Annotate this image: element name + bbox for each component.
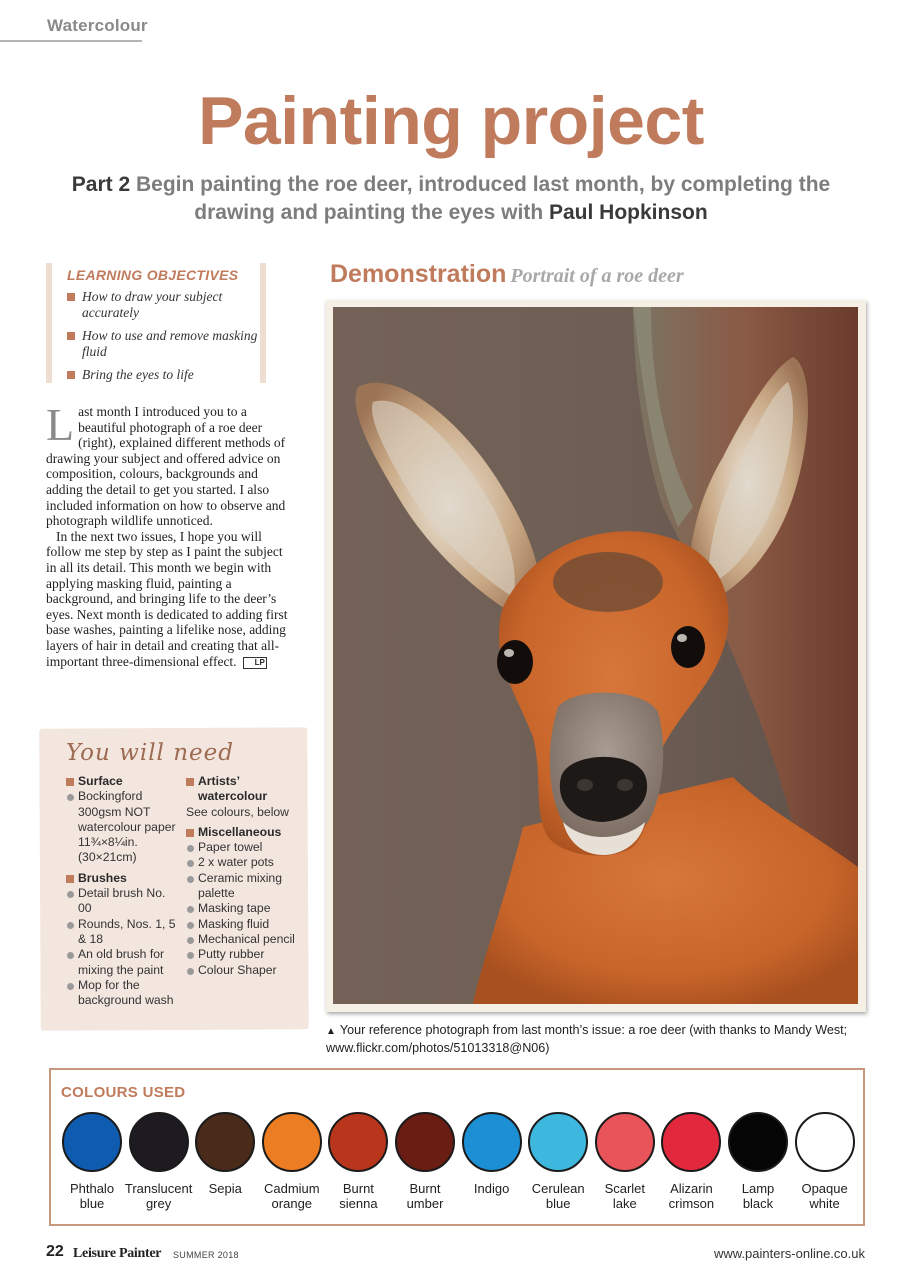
colour-swatch-label: Opaque white (801, 1181, 848, 1211)
colour-swatch-label: Translucent grey (124, 1181, 193, 1211)
colour-swatch (462, 1112, 522, 1172)
objective-item: Bring the eyes to life (67, 367, 260, 383)
needs-column-right (186, 774, 298, 978)
objective-item: How to use and remove masking fluid (67, 328, 260, 359)
issue-label: SUMMER 2018 (173, 1250, 239, 1260)
colour-swatch (62, 1112, 122, 1172)
section-tag (0, 12, 148, 42)
needs-item: Putty rubber (186, 947, 298, 962)
square-bullet-icon (67, 293, 75, 301)
needs-item: Colour Shaper (186, 963, 298, 978)
page-title: Painting project (198, 83, 704, 159)
surface-heading: Surface (66, 774, 178, 789)
needs-item: Ceramic mixing palette (186, 871, 298, 902)
colour-swatch (528, 1112, 588, 1172)
standfirst-part: Part 2 (71, 173, 131, 196)
colour-swatch (195, 1112, 255, 1172)
needs-item: Mechanical pencil (186, 932, 298, 947)
standfirst-author: Paul Hopkinson (549, 201, 708, 224)
needs-item: 2 x water pots (186, 855, 298, 870)
body-paragraph-2: In the next two issues, I hope you will follow me step by step as I paint the subject in all its detail. This month we begin with applying masking fluid, painting a background, and bringing life to the deer’s eyes. Next month is dedicated to adding first base washes, painting a lifelike nose, adding layers of hair in detail and creating that all-important three-dimensional effect. LP (46, 528, 288, 669)
triangle-up-icon: ▲ (326, 1026, 336, 1037)
drop-cap: L (46, 399, 75, 450)
standfirst (60, 171, 842, 227)
needs-item: Paper towel (186, 840, 298, 855)
demonstration-subheading: Portrait of a roe deer (510, 265, 684, 287)
colour-swatch-label: Lamp black (741, 1181, 775, 1211)
brushes-heading: Brushes (66, 871, 178, 886)
demonstration-heading: Demonstration Portrait of a roe deer (330, 260, 684, 288)
objective-item: How to draw your subject accurately (67, 289, 260, 320)
colour-swatch (795, 1112, 855, 1172)
needs-item: Masking fluid (186, 917, 298, 932)
colour-swatch (129, 1112, 189, 1172)
colour-swatch-label: Phthalo blue (69, 1181, 115, 1211)
colour-swatch (728, 1112, 788, 1172)
colour-swatch (262, 1112, 322, 1172)
colours-used-heading: COLOURS USED (61, 1084, 186, 1101)
colour-swatch (395, 1112, 455, 1172)
colour-swatch-label: Indigo (473, 1181, 510, 1196)
colour-swatch-label: Cerulean blue (531, 1181, 585, 1211)
magazine-name: Leisure Painter (73, 1246, 162, 1261)
colour-swatch (595, 1112, 655, 1172)
objectives-heading: LEARNING OBJECTIVES (67, 267, 239, 283)
you-will-need-title: You will need (66, 740, 234, 766)
learning-objectives-box (46, 263, 266, 383)
needs-item: Mop for the background wash (66, 978, 178, 1009)
needs-item: An old brush for mixing the paint (66, 947, 178, 978)
needs-item: Bockingford 300gsm NOT watercolour paper 11¾×8¼in. (30×21cm) (66, 789, 178, 865)
colour-swatch (661, 1112, 721, 1172)
watercolour-note: See colours, below (186, 804, 289, 819)
needs-item: Rounds, Nos. 1, 5 & 18 (66, 917, 178, 948)
end-mark-icon: LP (243, 657, 267, 669)
colour-swatch-label: Alizarin crimson (668, 1181, 715, 1211)
colour-swatch-label: Sepia (208, 1181, 242, 1196)
watercolour-heading: Artists’ watercolour (186, 774, 298, 805)
misc-heading: Miscellaneous (186, 825, 298, 840)
needs-column-left (66, 774, 178, 1008)
roe-deer-photo (333, 307, 858, 1004)
photo-caption: ▲ Your reference photograph from last month’s issue: a roe deer (with thanks to Mandy West; www.flickr.com/photos/51013318@N06) (326, 1023, 848, 1055)
needs-item: Detail brush No. 00 (66, 886, 178, 917)
colour-swatch-label: Cadmium orange (263, 1181, 320, 1211)
square-bullet-icon (67, 371, 75, 379)
colour-swatch (328, 1112, 388, 1172)
objectives-list (67, 289, 260, 383)
article-body (46, 399, 291, 669)
needs-item: Masking tape (186, 901, 298, 916)
standfirst-text: Begin painting the roe deer, introduced last month, by completing the drawing and painting the eyes with (130, 173, 831, 224)
body-paragraph-1: Last month I introduced you to a beautiful photograph of a roe deer (right), explained different methods of drawing your subject and offered advice on composition, colours, backgrounds and adding the detail to get you started. I also included information on how to observe and photograph wildlife unnoticed. (46, 399, 286, 529)
square-bullet-icon (67, 332, 75, 340)
section-tag-label: Watercolour (47, 16, 148, 35)
page-number: 22 (46, 1243, 64, 1260)
colour-swatch-label: Burnt sienna (339, 1181, 378, 1211)
colour-swatch-label: Burnt umber (406, 1181, 444, 1211)
colour-swatch-label: Scarlet lake (604, 1181, 646, 1211)
footer-url: www.painters-online.co.uk (713, 1246, 865, 1261)
